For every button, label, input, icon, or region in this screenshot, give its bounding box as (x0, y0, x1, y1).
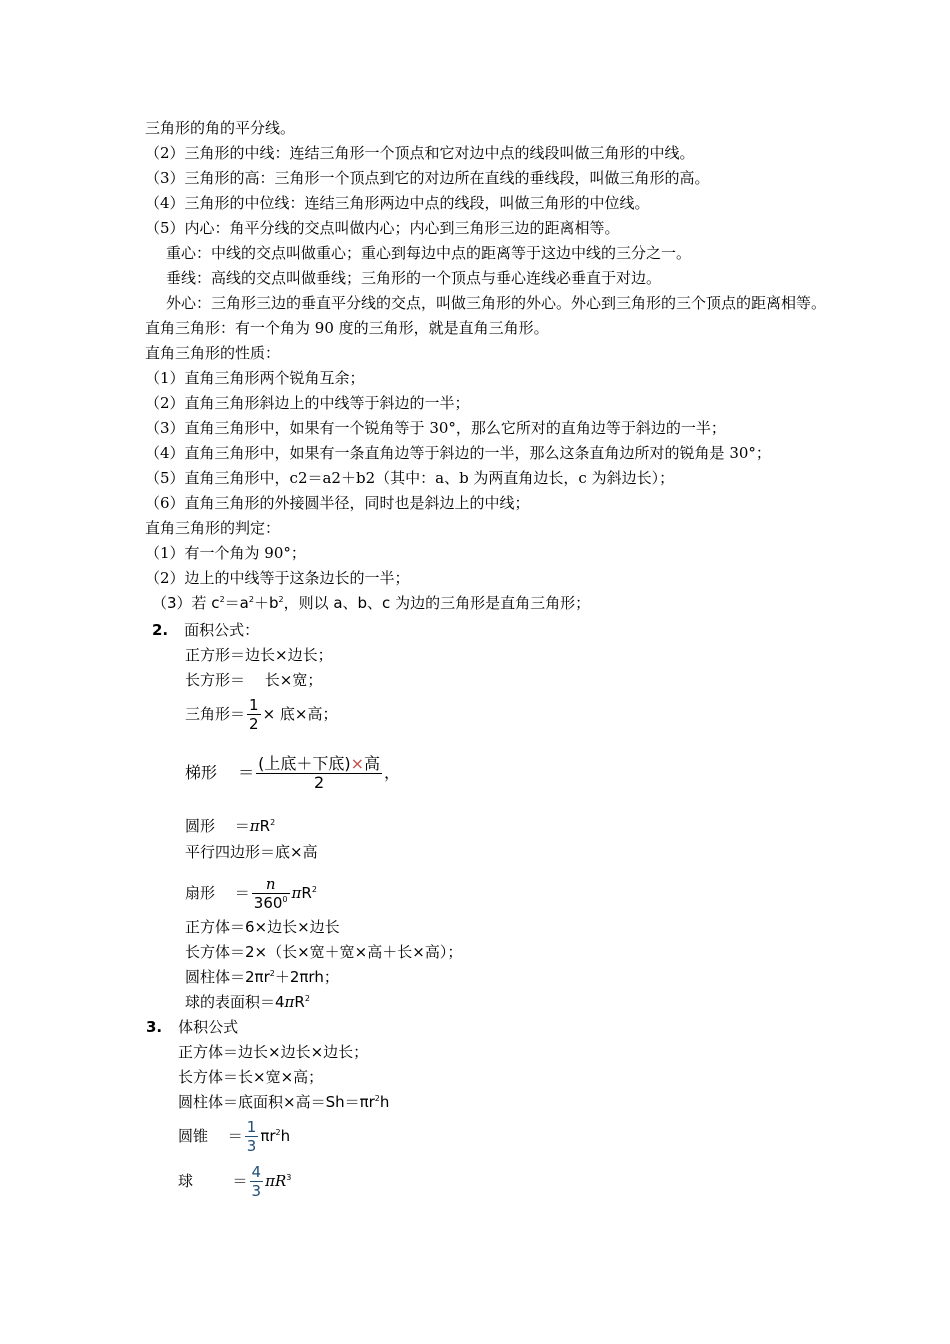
fraction: $\frac{1}{2}$ (249, 696, 259, 733)
fraction: $\frac{4}{3}$ (251, 1163, 262, 1200)
text-line: 直角三角形：有一个角为 90 度的三角形，就是直角三角形。 (145, 319, 549, 337)
formula-circle-area: 圆形 $=\pi R^2$ (185, 817, 276, 835)
formula-rectangle-area: 长方形＝ 长×宽； (185, 671, 323, 689)
text-line-pythagoras-converse: （3）若 $c^2=a^2+b^2$，则以 a、b、c 为边的三角形是直角三角形； (152, 594, 591, 612)
formula-cube-volume: 正方体＝边长×边长×边长； (178, 1043, 369, 1061)
text-line: 重心：中线的交点叫做重心；重心到每边中点的距离等于这边中线的三分之一。 (166, 244, 692, 262)
formula-parallelogram-area: 平行四边形＝底×高 (185, 843, 318, 861)
formula-trapezoid-area: 梯形 ＝ $\frac{\text{(上底＋下底)×高}}{2}$ ， (185, 754, 401, 792)
text-line: （1）有一个角为 90°； (145, 544, 306, 562)
formula-sphere-surface: 球的表面积$=4\pi R^2$ (185, 993, 310, 1011)
formula-cuboid-surface: 长方体＝2×（长×宽＋宽×高＋长×高）； (185, 943, 463, 961)
formula-sphere-volume: 球 ＝ $\frac{4}{3}$ $\pi R^3$ (178, 1163, 292, 1200)
text-line: 直角三角形的判定： (145, 519, 281, 537)
formula-cuboid-volume: 长方体＝长×宽×高； (178, 1068, 324, 1086)
formula-triangle-area: 三角形＝ $\frac{1}{2}$ × 底×高； (185, 696, 338, 733)
text-line: （5）内心：角平分线的交点叫做内心；内心到三角形三边的距离相等。 (145, 219, 620, 237)
fraction: $\frac{\text{(上底＋下底)×高}}{2}$ (258, 754, 381, 792)
formula-cylinder-surface: 圆柱体$=2\pi r^2+2\pi rh$； (185, 968, 339, 986)
fraction: $\frac{n}{360^0}$ (253, 875, 288, 912)
text-line: （3）三角形的高：三角形一个顶点到它的对边所在直线的垂线段，叫做三角形的高。 (145, 169, 710, 187)
text-line: （2）直角三角形斜边上的中线等于斜边的一半； (145, 394, 470, 412)
text-line: （6）直角三角形的外接圆半径，同时也是斜边上的中线； (145, 494, 530, 512)
text-line: 三角形的角的平分线。 (145, 119, 296, 137)
text-line: （1）直角三角形两个锐角互余； (145, 369, 365, 387)
text-line: 直角三角形的性质： (145, 344, 281, 362)
text-line: 垂线：高线的交点叫做垂线；三角形的一个顶点与垂心连线必垂直于对边。 (166, 269, 662, 287)
formula-cylinder-volume: 圆柱体＝底面积×高$=Sh=\pi r^2h$ (178, 1093, 390, 1111)
formula-sector-area: 扇形 ＝ $\frac{n}{360^0}$ $\pi R^2$ (185, 875, 317, 912)
section-heading-volume: 3. 体积公式 (146, 1018, 239, 1036)
text-line: （2）三角形的中线：连结三角形一个顶点和它对边中点的线段叫做三角形的中线。 (145, 144, 695, 162)
fraction: $\frac{1}{3}$ (246, 1118, 257, 1155)
formula-square-area: 正方形＝边长×边长； (185, 646, 333, 664)
text-line: 外心：三角形三边的垂直平分线的交点，叫做三角形的外心。外心到三角形的三个顶点的距离相等。 (166, 294, 827, 312)
formula-cone-volume: 圆锥 ＝ $\frac{1}{3}$ $\pi r^2h$ (178, 1118, 291, 1155)
formula-cube-surface: 正方体＝6×边长×边长 (185, 918, 340, 936)
text-line: （4）直角三角形中，如果有一条直角边等于斜边的一半，那么这条直角边所对的锐角是 30°； (145, 444, 771, 462)
text-line: （5）直角三角形中，c2＝a2＋b2（其中：a、b 为两直角边长，c 为斜边长）； (145, 469, 675, 487)
text-line: （2）边上的中线等于这条边长的一半； (145, 569, 410, 587)
text-line: （3）直角三角形中，如果有一个锐角等于 30°，那么它所对的直角边等于斜边的一半； (145, 419, 726, 437)
text-line: （4）三角形的中位线：连结三角形两边中点的线段，叫做三角形的中位线。 (145, 194, 650, 212)
section-heading-area: 2. 面积公式： (152, 621, 260, 639)
